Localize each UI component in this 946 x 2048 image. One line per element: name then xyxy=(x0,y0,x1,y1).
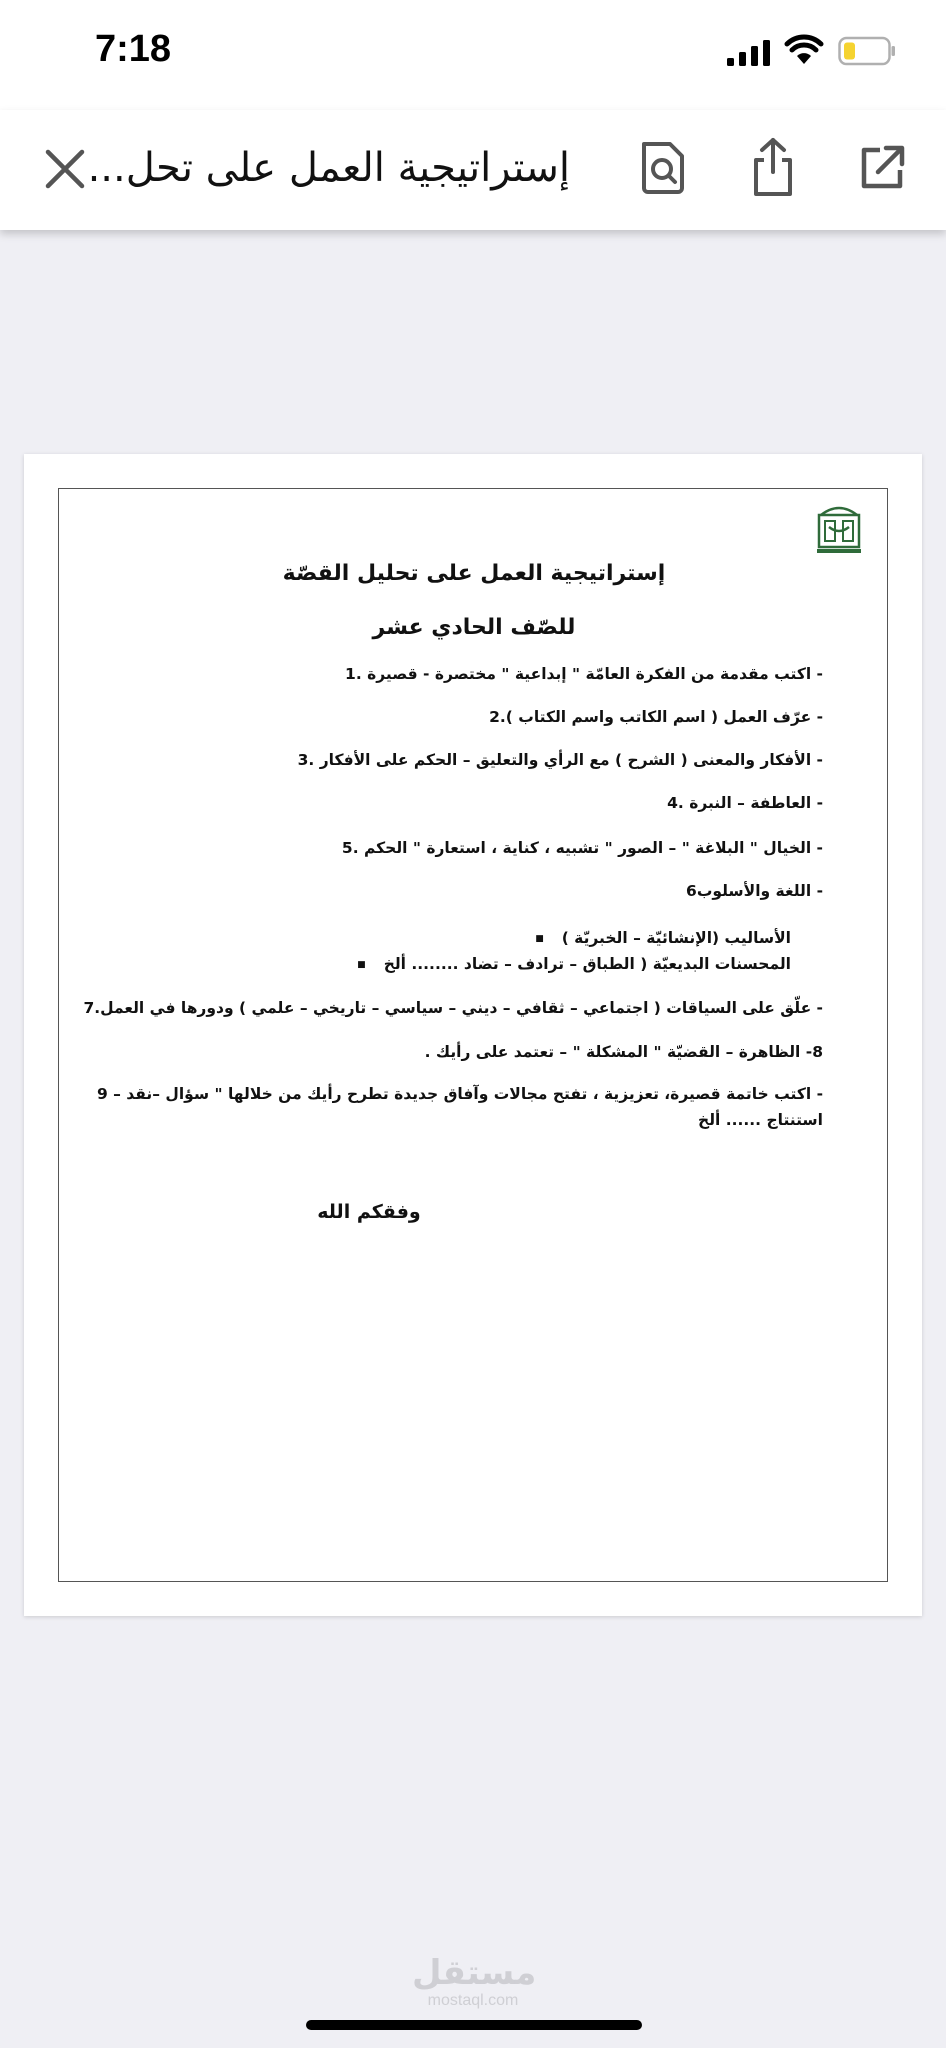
open-external-icon[interactable] xyxy=(858,144,906,192)
battery-icon xyxy=(838,36,896,66)
home-indicator[interactable] xyxy=(306,2020,642,2030)
wifi-icon xyxy=(784,36,824,66)
instruction-line: - اللغة والأسلوب6 xyxy=(686,882,823,900)
status-bar xyxy=(0,0,946,110)
document-heading: إستراتيجية العمل على تحليل القصّة xyxy=(282,561,666,586)
bullet-item: الأساليب (الإنشائيّة – الخبريّة ) ■ xyxy=(535,929,791,947)
instruction-line: - الأفكار والمعنى ( الشرح ) مع الرأي والتعليق – الحكم على الأفكار .3 xyxy=(297,751,823,769)
instruction-line: - عرّف العمل ( اسم الكاتب واسم الكتاب ).2 xyxy=(489,708,823,726)
instruction-line: - اكتب مقدمة من الفكرة العامّة " إبداعية " مختصرة - قصيرة .1 xyxy=(345,665,823,683)
instruction-line: 8- الظاهرة – القضيّة " المشكلة " – تعتمد على رأيك . xyxy=(424,1043,823,1061)
watermark-latin: mostaql.com xyxy=(427,1992,519,2009)
instruction-line: استنتاج ...... ألخ xyxy=(698,1111,823,1129)
closing-text: وفقكم الله xyxy=(317,1201,421,1223)
document-title: إستراتيجية العمل على تحل... xyxy=(87,145,570,191)
cellular-signal-icon xyxy=(727,40,771,66)
share-icon[interactable] xyxy=(750,136,796,198)
instruction-line: - الخيال " البلاغة " – الصور " تشبيه ، كناية ، استعارة " الحكم .5 xyxy=(341,839,823,857)
document-page xyxy=(24,454,922,1616)
watermark-arabic: مستقل xyxy=(412,1953,537,1993)
instruction-line: - علّق على السياقات ( اجتماعي – ثقافي – ديني – سياسي – تاريخي – علمي ) ودورها في العمل.7 xyxy=(83,999,823,1017)
close-icon[interactable] xyxy=(40,144,90,194)
document-toolbar xyxy=(0,110,946,230)
status-time: 7:18 xyxy=(95,28,172,70)
bullet-item: المحسنات البديعيّة ( الطباق – ترادف – تضاد ........ ألخ ■ xyxy=(357,955,791,973)
instruction-line: - اكتب خاتمة قصيرة، تعزيزية ، تفتح مجالات وآفاق جديدة تطرح رأيك من خلالها " سؤال –نقد – 9 xyxy=(96,1085,823,1103)
school-logo-icon xyxy=(811,501,867,557)
document-subheading: للصّف الحادي عشر xyxy=(372,615,576,640)
page-border xyxy=(58,488,888,1582)
instruction-line: - العاطفة – النبرة .4 xyxy=(667,794,823,812)
watermark xyxy=(412,1953,537,2010)
document-search-icon[interactable] xyxy=(640,140,686,196)
